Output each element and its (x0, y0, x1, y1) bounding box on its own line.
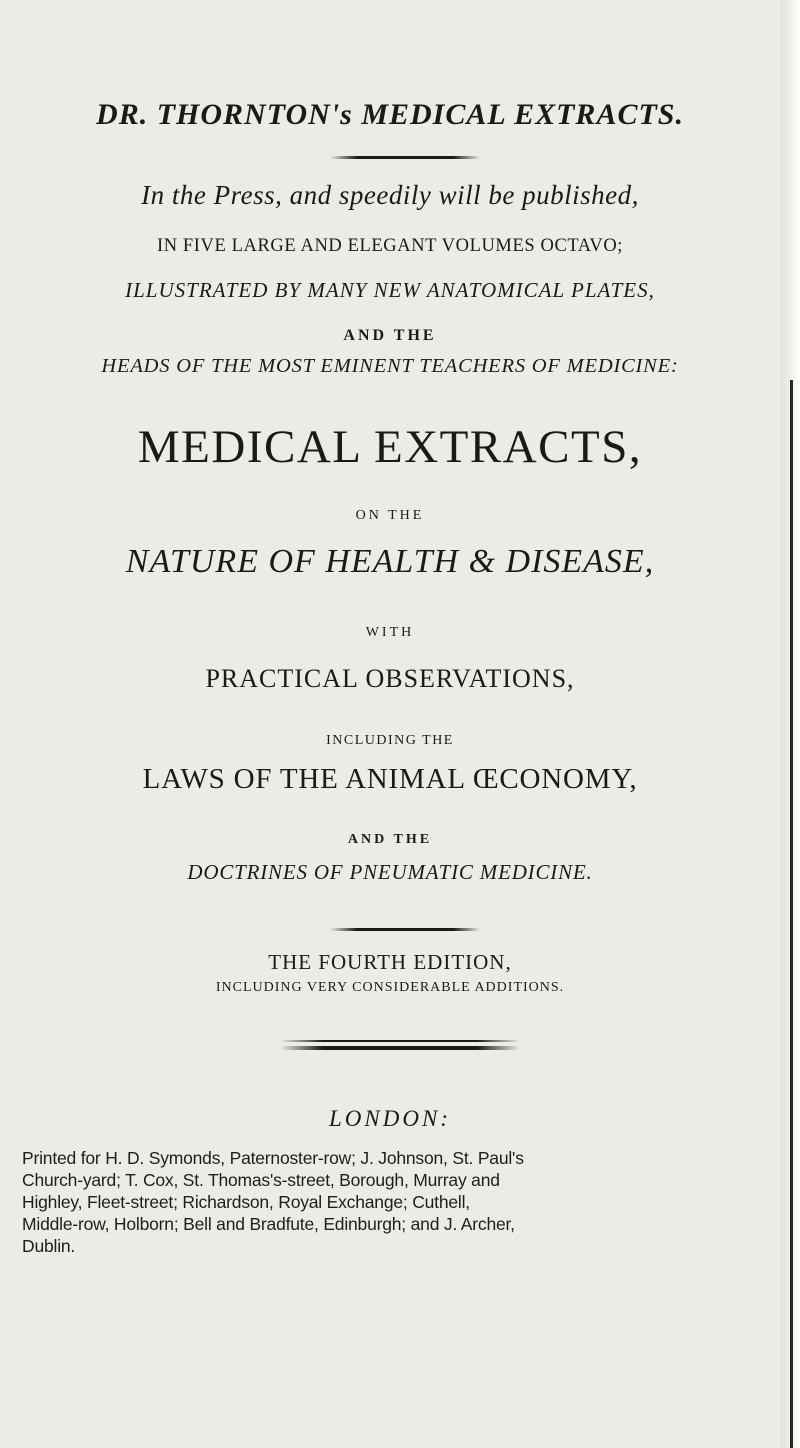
imprint-line: Printed for H. D. Symonds, Paternoster-row; J. Johnson, St. Paul's (22, 1148, 524, 1168)
rule-middle (330, 928, 480, 931)
title-practical: PRACTICAL OBSERVATIONS, (205, 664, 575, 693)
imprint-line: Dublin. (22, 1236, 76, 1256)
edition-line-2: INCLUDING VERY CONSIDERABLE ADDITIONS. (215, 980, 565, 995)
title-laws: LAWS OF THE ANIMAL ŒCONOMY, (142, 763, 638, 795)
imprint-place: LONDON: (329, 1106, 451, 1131)
announcement-line-1: In the Press, and speedily will be published, (141, 180, 639, 210)
rule-double-upper (280, 1040, 520, 1042)
imprint-line: Highley, Fleet-street; Richardson, Royal Exchange; Cuthell, (22, 1192, 470, 1212)
announcement-line-5: HEADS OF THE MOST EMINENT TEACHERS OF MEDICINE: (101, 355, 679, 377)
edition-line-1: THE FOURTH EDITION, (268, 950, 512, 974)
imprint-line: Middle-row, Holborn; Bell and Bradfute, Edinburgh; and J. Archer, (22, 1214, 515, 1234)
title-subject: NATURE OF HEALTH & DISEASE, (125, 543, 655, 580)
title-and-the: AND THE (347, 832, 433, 847)
title-with: WITH (365, 625, 415, 640)
title-including: INCLUDING THE (326, 733, 454, 748)
title-on-the: ON THE (355, 508, 425, 523)
imprint-block (22, 1147, 792, 1257)
main-title: MEDICAL EXTRACTS, (137, 421, 643, 473)
imprint-line: Church-yard; T. Cox, St. Thomas's-street, Borough, Murray and (22, 1170, 500, 1190)
announcement-line-2: IN FIVE LARGE AND ELEGANT VOLUMES OCTAVO; (156, 236, 624, 256)
rule-top (330, 156, 480, 159)
rule-double-lower (280, 1046, 520, 1050)
announcement-line-3: ILLUSTRATED BY MANY NEW ANATOMICAL PLATES, (125, 278, 655, 302)
title-doctrines: DOCTRINES OF PNEUMATIC MEDICINE. (187, 860, 593, 884)
running-title: DR. THORNTON's MEDICAL EXTRACTS. (96, 98, 684, 131)
binding-edge (790, 380, 793, 1448)
announcement-line-4: AND THE (343, 327, 437, 344)
